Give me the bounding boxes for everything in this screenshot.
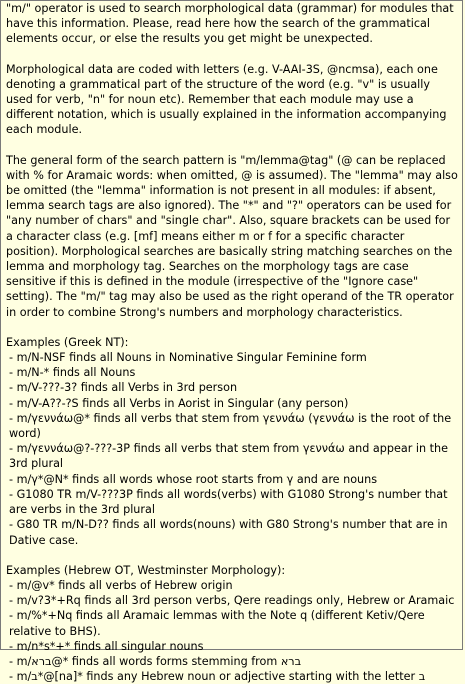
hebrew-example: - m/%*+Nq finds all Aramaic lemmas with the Note q (different Ketiv/Qere relative to BHS). (9, 609, 425, 638)
hebrew-examples-heading: Examples (Hebrew OT, Westminster Morphology): (6, 563, 286, 577)
tooltip-content (1, 1, 462, 684)
spacer (6, 320, 458, 335)
pattern-paragraph: The general form of the search pattern is "m/lemma@tag" (@ can be replaced with % for Aramaic words: when omitted, @ is assumed). The "lemma" may also be omitted (the "lemma" information is not present in all modules: if absent, lemma search tags are also ignored). The "*" and "?" operators can be used for "any number of chars" and "single char". Also, square brackets can be used for a character class (e.g. [mf] means either m or f for a specific character position). Morphological searches are basically string matching searches on the lemma and morphology tag. Searches on the morphology tags are case sensitive if this is defined in the module (irrespective of the "Ignore case" setting). The "m/" tag may also be used as the right operand of the TR operator in order to combine Strong's numbers and morphology characteristics. (6, 153, 458, 319)
greek-example: - m/γεννάω@* finds all verbs that stem from γεννάω (γεννάω is the root of the word) (9, 411, 452, 441)
greek-example: - m/γ*@N* finds all words whose root starts from γ and are nouns (9, 472, 378, 486)
spacer (6, 138, 458, 153)
greek-example: - G1080 TR m/V-???3P finds all words(verbs) with G1080 Strong's number that are verbs in the 3rd plural (9, 487, 448, 517)
coding-paragraph: Morphological data are coded with letters (e.g. V-AAI-3S, @ncmsa), each one denoting a grammatical part of the structure of the word (e.g. "v" is usually used for verb, "n" for noun etc). Remember that each module may use a different notation, which is usually explained in the information accompanying each module. (6, 62, 447, 137)
greek-examples-heading: Examples (Greek NT): (6, 335, 129, 349)
greek-example: - m/N-NSF finds all Nouns in Nominative Singular Feminine form (9, 351, 367, 365)
greek-example: - m/V-A??-?S finds all Verbs in Aorist in Singular (any person) (9, 396, 349, 410)
hebrew-example: - m/@v* finds all verbs of Hebrew origin (9, 578, 233, 592)
hebrew-example: - m/n*s*+* finds all singular nouns (9, 639, 204, 653)
greek-example: - m/N-* finds all Nouns (9, 366, 136, 380)
spacer (6, 548, 458, 563)
intro-paragraph: "m/" operator is used to search morphological data (grammar) for modules that have this information. Please, read here how the search of the grammatical elements occur, or else the results you get might be unexpected. (6, 2, 454, 46)
greek-example: - m/γεννάω@?-???-3P finds all verbs that stem from γεννάω and appear in the 3rd plural (9, 442, 448, 471)
greek-example: - m/V-???-3? finds all Verbs in 3rd person (9, 381, 238, 395)
hebrew-example: - m/ב*@[na]* finds any Hebrew noun or adjective starting with the letter ב (9, 670, 426, 684)
spacer (6, 47, 458, 62)
hebrew-example: - m/v?3*+Rq finds all 3rd person verbs, Qere readings only, Hebrew or Aramaic (9, 594, 455, 608)
greek-example: - G80 TR m/N-D?? finds all words(nouns) with G80 Strong's number that are in Dative case. (9, 518, 448, 547)
hebrew-example: - m/ברא@* finds all words forms stemming from ברא (9, 654, 302, 668)
